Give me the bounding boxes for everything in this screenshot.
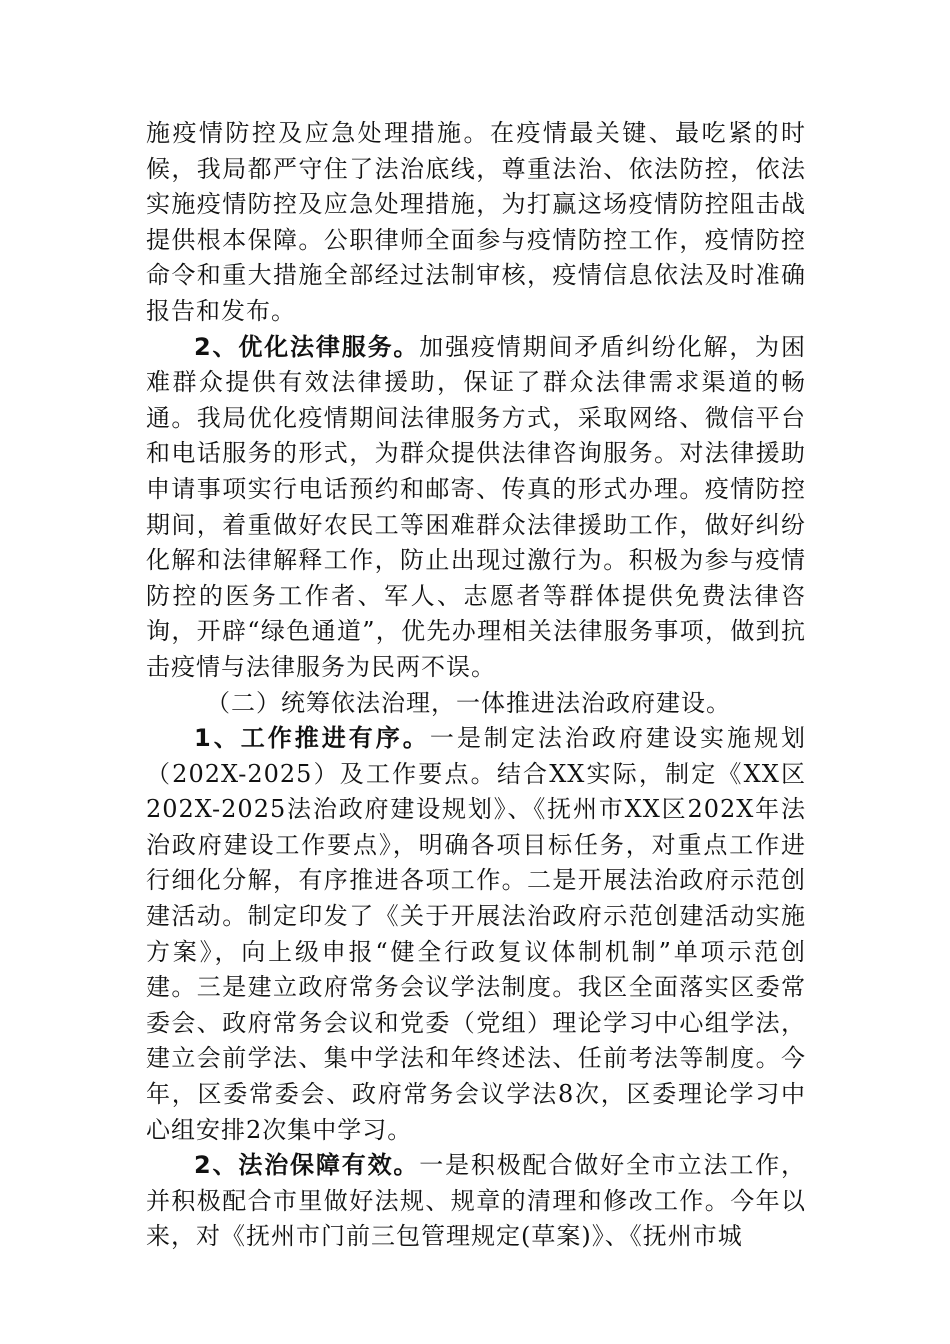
- paragraph-heading: 1、工作推进有序。: [194, 724, 430, 753]
- paragraph-text: 加强疫情期间矛盾纠纷化解，为困难群众提供有效法律援助，保证了群众法律需求渠道的畅通。我局优化疫情期间法律服务方式，采取网络、微信平台和电话服务的形式，为群众提供法律咨询服务。对法律援助申请事项实行电话预约和邮寄、传真的形式办理。疫情防控期间，着重做好农民工等困难群众法律援助工作，做好纠纷化解和法律解释工作，防止出现过激行为。积极为参与疫情防控的医务工作者、军人、志愿者等群体提供免费法律咨询，开辟“绿色通道”，优先办理相关法律服务事项，做到抗击疫情与法律服务为民两不误。: [146, 332, 806, 681]
- paragraph-work-progress: [146, 721, 806, 1148]
- document-body: [146, 116, 806, 1255]
- paragraph-text: 一是制定法治政府建设实施规划（202X-2025）及工作要点。结合XX实际，制定《XX区202X-2025法治政府建设规划》、《抚州市XX区202X年法治政府建设工作要点》，明确各项目标任务，对重点工作进行细化分解，有序推进各项工作。二是开展法治政府示范创建活动。制定印发了《关于开展法治政府示范创建活动实施方案》，向上级申报“健全行政复议体制机制”单项示范创建。三是建立政府常务会议学法制度。我区全面落实区委常委会、政府常务会议和党委（党组）理论学习中心组学法，建立会前学法、集中学法和年终述法、任前考法等制度。今年，区委常委会、政府常务会议学法8次，区委理论学习中心组安排2次集中学习。: [146, 724, 807, 1144]
- section-heading: （二）统筹依法治理，一体推进法治政府建设。: [206, 688, 731, 717]
- paragraph-legal-services: [146, 330, 806, 686]
- paragraph-heading: 2、法治保障有效。: [194, 1151, 420, 1180]
- paragraph-epidemic-control: 施疫情防控及应急处理措施。在疫情最关键、最吃紧的时候，我局都严守住了法治底线，尊重法治、依法防控，依法实施疫情防控及应急处理措施，为打赢这场疫情防控阻击战提供根本保障。公职律师全面参与疫情防控工作，疫情防控命令和重大措施全部经过法制审核，疫情信息依法及时准确报告和发布。: [146, 119, 806, 325]
- paragraph-text: 一是积极配合做好全市立法工作，并积极配合市里做好法规、规章的清理和修改工作。今年以来，对《抚州市门前三包管理规定(草案)》、《抚州市城: [146, 1151, 806, 1251]
- paragraph-legal-guarantee: [146, 1148, 806, 1255]
- paragraph-heading: 2、优化法律服务。: [194, 332, 420, 361]
